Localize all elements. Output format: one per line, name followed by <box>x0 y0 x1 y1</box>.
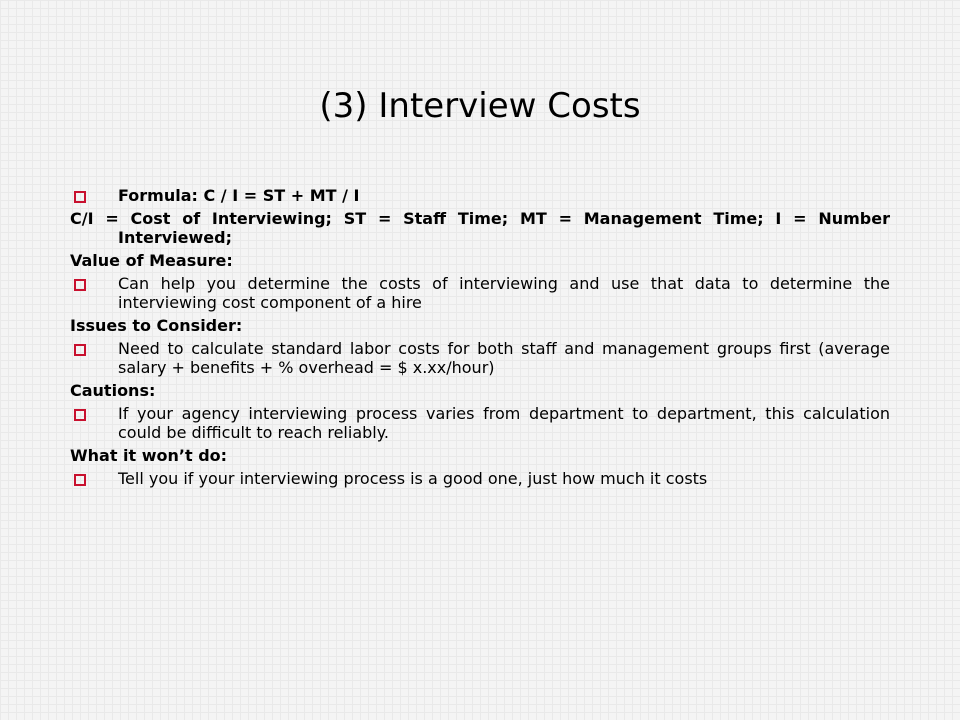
section-heading-cautions <box>70 381 890 400</box>
square-bullet-icon <box>74 344 86 356</box>
formula-bullet <box>70 186 890 205</box>
slide-title: (3) Interview Costs <box>319 86 641 126</box>
square-bullet-icon <box>74 409 86 421</box>
cautions-text: If your agency interviewing process varies from department to department, this calculation could be difficult to reach reliably. <box>118 404 890 442</box>
formula-definitions <box>70 209 890 247</box>
wont-do-bullet <box>70 469 890 488</box>
issues-heading-text: Issues to Consider: <box>70 316 243 335</box>
section-heading-wont-do <box>70 446 890 465</box>
wont-do-text: Tell you if your interviewing process is a good one, just how much it costs <box>118 469 708 488</box>
formula-text: Formula: C / I = ST + MT / I <box>118 186 360 205</box>
section-heading-value <box>70 251 890 270</box>
wont-do-heading-text: What it won’t do: <box>70 446 228 465</box>
section-heading-issues <box>70 316 890 335</box>
cautions-heading-text: Cautions: <box>70 381 156 400</box>
issues-text: Need to calculate standard labor costs for both staff and management groups first (average salary + benefits + % overhead = $ x.xx/hour) <box>118 339 890 377</box>
value-heading-text: Value of Measure: <box>70 251 233 270</box>
square-bullet-icon <box>74 191 86 203</box>
square-bullet-icon <box>74 474 86 486</box>
definitions-text: C/I = Cost of Interviewing; ST = Staff Time; MT = Management Time; I = Number Interviewed; <box>70 209 890 247</box>
value-text: Can help you determine the costs of interviewing and use that data to determine the interviewing cost component of a hire <box>118 274 890 312</box>
value-bullet <box>70 274 890 312</box>
slide-body <box>70 186 890 492</box>
issues-bullet <box>70 339 890 377</box>
cautions-bullet <box>70 404 890 442</box>
square-bullet-icon <box>74 279 86 291</box>
